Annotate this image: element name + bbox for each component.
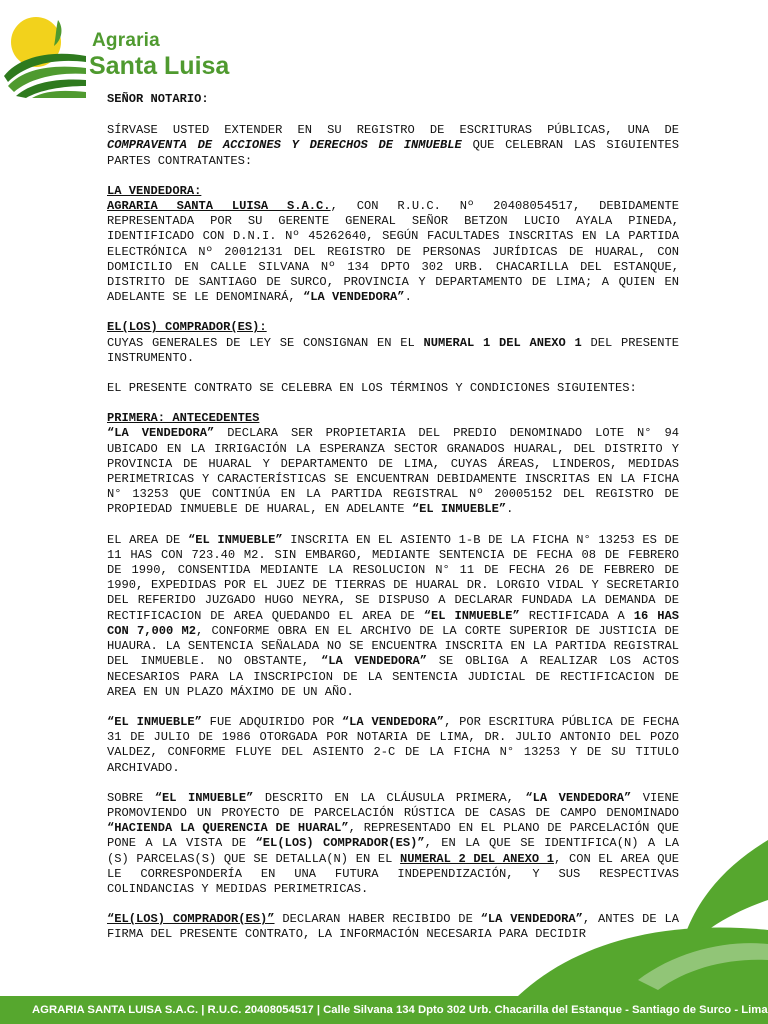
vendedora-end: . — [404, 290, 412, 305]
primera-paragraph-4 — [107, 791, 679, 897]
term-el-inmueble: “EL INMUEBLE” — [411, 502, 507, 517]
comprador-heading: EL(LOS) COMPRADOR(ES): — [107, 320, 267, 335]
primera-p4-text-a: SOBRE — [107, 790, 155, 805]
term-la-vendedora: “LA VENDEDORA” — [341, 714, 445, 729]
vendedora-alias: “LA VENDEDORA” — [302, 290, 405, 305]
primera-p4-text-c: DESCRITO EN LA CLÁUSULA PRIMERA, — [253, 790, 526, 805]
term-la-vendedora: “LA VENDEDORA” — [320, 654, 428, 669]
comprador-annex-ref: NUMERAL 1 DEL ANEXO 1 — [423, 335, 582, 350]
project-name: “HACIENDA LA QUERENCIA DE HUARAL” — [107, 821, 349, 836]
term-el-inmueble: “EL INMUEBLE” — [187, 532, 283, 547]
conditions-paragraph: EL PRESENTE CONTRATO SE CELEBRA EN LOS TÉRMINOS Y CONDICIONES SIGUIENTES: — [107, 381, 637, 396]
comprador-text-1: CUYAS GENERALES DE LEY SE CONSIGNAN EN EL — [107, 335, 424, 350]
primera-p4-text-k: , CON EL AREA QUE LE CORRESPONDERÍA EN UNA FUTURA INDEPENDIZACIÓN, Y SUS RESPECTIVAS COLINDANCIAS Y MEDIDAS PERIMETRICAS. — [107, 851, 679, 896]
primera-p3-text-b: FUE ADQUIRIDO POR — [201, 714, 342, 729]
vendedora-company: AGRARIA SANTA LUISA S.A.C. — [107, 199, 331, 214]
primera-p2-text-a: EL AREA DE — [107, 532, 188, 547]
vendedora-section — [107, 184, 679, 306]
term-compradores: “EL(LOS) COMPRADOR(ES)” — [255, 836, 425, 851]
vendedora-heading: LA VENDEDORA: — [107, 183, 202, 198]
comprador-section — [107, 320, 679, 366]
footer-bar — [0, 996, 768, 1024]
primera-p2-text-g: , CONFORME OBRA EN EL ARCHIVO DE LA CORTE SUPERIOR DE JUSTICIA DE HUAURA. LA SENTENCIA SEÑALADA NO SE ENCUENTRA INSCRITA EN LA PARTIDA REGISTRAL DEL INMUEBLE. NO OBSTANTE, — [107, 623, 680, 669]
term-la-vendedora: “LA VENDEDORA” — [107, 426, 215, 441]
intro-paragraph — [107, 123, 679, 169]
primera-p1-text: DECLARA SER PROPIETARIA DEL PREDIO DENOMINADO LOTE N° 94 UBICADO EN LA IRRIGACIÓN LA ESPERANZA SECTOR GRANADOS HUARAL, DEL DISTRITO Y PROVINCIA DE HUARAL Y DEPARTAMENTO DE LIMA, CUYAS ÁREAS, LINDEROS, MEDIDAS PERIMETRICAS Y CARACTERÍSTICAS SE ENCUENTRAN DEBIDAMENTE INSCRITAS EN LA FICHA N° 13253 QUE CONTINÚA EN LA PARTIDA REGISTRAL Nº 20005152 DEL REGISTRO DE PROPIEDAD INMUEBLE DE HUARAL, EN ADELANTE — [107, 426, 679, 517]
primera-p4-text-i: , EN LA QUE SE IDENTIFICA(N) A LA (S) PARCELAS(S) QUE SE DETALLA(N) EN EL — [107, 836, 680, 866]
farm-field-logo-icon — [2, 10, 86, 98]
term-compradores: “EL(LOS) COMPRADOR(ES)” — [107, 912, 275, 927]
term-la-vendedora: “LA VENDEDORA” — [480, 912, 583, 927]
term-el-inmueble: “EL INMUEBLE” — [107, 714, 202, 729]
vendedora-text: , CON R.U.C. Nº 20408054517, DEBIDAMENTE REPRESENTADA POR SU GERENTE GENERAL SEÑOR BETZON LUCIO AYALA PINEDA, IDENTIFICADO CON D.N.I. Nº 45262640, SEGÚN FACULTADES INSCRITAS EN LA PARTIDA ELECTRÓNICA Nº 20012131 DEL REGISTRO DE PERSONAS JURÍDICAS DE HUARAL, CON DOMICILIO EN CALLE SILVANA Nº 134 DPTO 302 URB. CHACARILLA DEL ESTANQUE, DISTRITO DE SANTIAGO DE SURCO, PROVINCIA Y DEPARTAMENTO DE LIMA; A QUIEN EN ADELANTE SE LE DENOMINARÁ, — [107, 199, 679, 305]
intro-text-2: QUE CELEBRAN LAS SIGUIENTES PARTES CONTRATANTES: — [107, 138, 679, 168]
primera-paragraph-1 — [107, 411, 679, 517]
primera-p2-text-c: INSCRITA EN EL ASIENTO 1-B DE LA FICHA N° 13253 ES DE 11 HAS CON 723.40 M2. SIN EMBARGO, MEDIANTE SENTENCIA DE FECHA 08 DE FEBRERO DE 1990, CONSENTIDA MEDIANTE LA RESOLUCION N° 11 DE FECHA 26 DE FEBRERO DE 1990, EXPEDIDAS POR EL JUEZ DE TIERRAS DE HUARAL DR. LORGIO VIDAL Y SECRETARIO DEL REFERIDO JUZGADO HUGO NEYRA, SE DISPUSO A DECLARAR FUNDADA LA DEMANDA DE RECTIFICACION DE AREA QUEDANDO EL AREA DE — [107, 532, 679, 623]
primera-paragraph-2 — [107, 533, 679, 700]
comprador-text-2: DEL PRESENTE INSTRUMENTO. — [107, 335, 679, 365]
company-logo — [2, 10, 232, 100]
primera-p5-text-b: DECLARAN HABER RECIBIDO DE — [274, 912, 481, 927]
intro-text-1: SÍRVASE USTED EXTENDER EN SU REGISTRO DE ESCRITURAS PÚBLICAS, UNA DE — [107, 123, 679, 138]
primera-p3-text-d: , POR ESCRITURA PÚBLICA DE FECHA 31 DE JULIO DE 1986 OTORGADA POR NOTARIA DE LIMA, DR. JULIO ANTONIO DEL POZO VALDEZ, CONFORME FLUYE DEL ASIENTO 2-C DE LA FICHA N° 13253 Y DE SU TITULO ARCHIVADO. — [107, 714, 679, 775]
footer-text: AGRARIA SANTA LUISA S.A.C. | R.U.C. 20408054517 | Calle Silvana 134 Dpto 302 Urb. Chacarilla del Estanque - Santiago de Surco - Lima — [32, 1004, 768, 1016]
logo-text-santa-luisa: Santa Luisa — [89, 52, 230, 80]
logo-text-agraria: Agraria — [92, 30, 160, 51]
primera-p4-text-e: VIENE PROMOVIENDO UN PROYECTO DE PARCELACIÓN RÚSTICA DE CASAS DE CAMPO DENOMINADO — [107, 790, 679, 820]
primera-paragraph-5 — [107, 912, 679, 942]
primera-p4-text-g: , REPRESENTADO EN EL PLANO DE PARCELACIÓN QUE PONE A LA VISTA DE — [107, 821, 679, 851]
document-body — [107, 92, 679, 943]
primera-heading: PRIMERA: ANTECEDENTES — [107, 411, 260, 426]
primera-paragraph-3 — [107, 715, 679, 776]
salutation: SEÑOR NOTARIO: — [107, 92, 209, 106]
primera-p5-text-d: , ANTES DE LA FIRMA DEL PRESENTE CONTRATO, LA INFORMACIÓN NECESARIA PARA DECIDIR — [107, 912, 679, 942]
primera-p2-text-e: RECTIFICADA A — [519, 608, 634, 623]
annex-reference: NUMERAL 2 DEL ANEXO 1 — [400, 851, 555, 866]
term-la-vendedora: “LA VENDEDORA” — [525, 790, 632, 805]
primera-p2-text-i: SE OBLIGA A REALIZAR LOS ACTOS NECESARIOS PARA LA INSCRIPCION DE LA SENTENCIA JUDICIAL DE RECTIFICACION DE AREA EN UN PLAZO MÁXIMO DE UN AÑO. — [107, 654, 680, 699]
term-el-inmueble: “EL INMUEBLE” — [423, 608, 520, 623]
rectified-area: 16 HAS CON 7,000 M2 — [107, 608, 679, 638]
primera-p1-end: . — [506, 502, 514, 517]
term-el-inmueble: “EL INMUEBLE” — [154, 790, 254, 805]
intro-contract-type: COMPRAVENTA DE ACCIONES Y DERECHOS DE INMUEBLE — [107, 138, 462, 153]
